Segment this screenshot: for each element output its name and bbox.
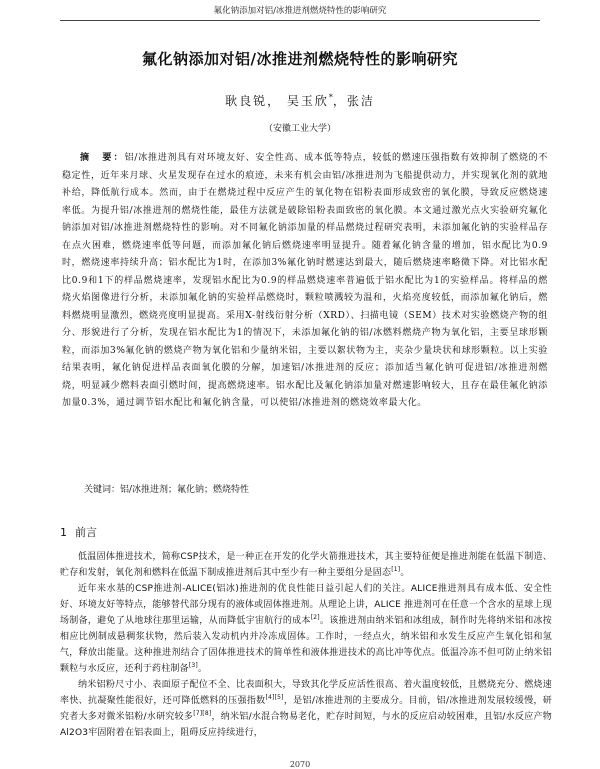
citation: [2] bbox=[310, 614, 320, 621]
abstract-text: 铝/冰推进剂具有对环境友好、安全性高、成本低等特点，较低的燃速压强指数有效抑制了燃烧的不稳定性，近年来月球、火星发现存在过水的痕迹，未来有机会由铝/冰推进剂为飞船提供动力，并实现氧化剂的就地补给，降低航行成本。然而，由于在燃烧过程中反应产生的氧化物在铝粉表面形成致密的氧化膜，导致反应燃烧速率低。为提升铝/冰推进剂的燃烧性能，最佳方法就是破除铝粉表面致密的氧化膜。本文通过激光点火实验研究氟化钠添加对铝/冰推进剂燃烧特性的影响。对不同氟化钠添加量的样品燃烧过程研究表明，未添加氟化钠的实验样品存在点火困难，燃烧速率低等问题，而添加氟化钠后燃烧速率明显提升。随着氟化钠含量的增加，铝水配比为0.9时，燃烧速率持续升高；铝水配比为1时，在添加3%氟化钠时燃速达到最大，随后燃烧速率略微下降。对比铝水配比0.9和1下的样品燃烧速率，发现铝水配比为0.9的样品燃烧速率普遍低于铝水配比为1的实验样品。将样品的燃烧火焰图像进行分析，未添加氟化钠的实验样品燃烧时，颗粒喷溅较为温和，火焰亮度较低，而添加氟化钠后，燃料燃烧明显激烈，燃烧亮度明显提高。采用X-射线衍射分析（XRD）、扫描电镜（SEM）技术对实验燃烧产物的组分、形貌进行了分析，发现在铝水配比为1的情况下，未添加氟化钠的铝/冰燃料燃烧产物为氧化铝，主要呈球形颗粒，而添加3%氟化钠的燃烧产物为氧化铝和少量纳米铝，主要以絮状物为主，夹杂少量块状和球形颗粒。以上实验结果表明，氟化钠促进样品表面氧化膜的分解，加速铝/冰推进剂的反应；添加适当氟化钠可促进铝/冰推进剂燃烧，明显减少燃料表面引燃时间，提高燃烧速率。铝水配比及氟化钠添加量对燃速影响较大，且存在最佳氟化钠添加量0.3%，通过调节铝水配比和氟化钠含量，可以使铝/冰推进剂的燃烧效率最大化。 bbox=[62, 153, 548, 408]
section-heading bbox=[60, 524, 97, 540]
citation: [1] bbox=[391, 566, 401, 573]
citation: [3] bbox=[188, 662, 198, 669]
section-title: 前言 bbox=[75, 526, 97, 539]
page-number: 2070 bbox=[289, 760, 311, 769]
abstract-label: 摘 要： bbox=[80, 153, 125, 163]
author-3: ，张洁 bbox=[332, 94, 375, 108]
keywords bbox=[84, 483, 550, 497]
paragraph-1: 低温固体推进技术，简称CSP技术，是一种正在开发的化学火箭推进技术，其主要特征便是推进剂能在低温下制造、贮存和发射，氧化剂和燃料在低温下制成推进剂后其中至少有一种主要组分是固态[1]。 bbox=[60, 552, 552, 578]
header-divider bbox=[60, 20, 540, 21]
section-number: 1 bbox=[60, 526, 67, 539]
body-text bbox=[60, 549, 552, 741]
paragraph-2: 近年来水基的CSP推进剂-ALICE(铝冰)推进剂的优良性能日益引起人们的关注。ALICE推进剂具有成本低、安全性好、环境友好等特点，能够替代部分现有的液体或固体推进剂。从理论上讲，ALICE 推进剂可在任意一个含水的星球上现场制备，避免了从地球往那里运输，从而降低宇宙航行的成本[2]。该推进剂由纳米铝和冰组成，制作时先将纳米铝和冰按相应比例制成悬稠浆状物，然后装入发动机内并冷冻成固体。工作时，一经点火，纳米铝和水发生反应产生氧化铝和氢气，释放出能量。这种推进剂结合了固体推进技术的简单性和液体推进技术的高比冲等优点。低温冷冻不但可防止纳米铝颗粒与水反应，还利于药柱制备[3]。 bbox=[60, 584, 552, 674]
author-1: 耿良锐， bbox=[225, 94, 282, 108]
paper-title: 氟化钠添加对铝/冰推进剂燃烧特性的影响研究 bbox=[142, 50, 458, 68]
paragraph-3: 纳米铝粉尺寸小、表面原子配位不全、比表面积大，导致其化学反应活性很高、着火温度较低，且燃烧充分、燃烧速率快、抗凝聚性能很好，还可降低燃料的压强指数[4][5]，是铝/冰推进剂的主要成分。目前，铝/冰推进剂发展较缓慢，研究者大多对微米铝粉/水研究较多[7][8]，纳米铝/水混合物易老化，贮存时间短，与水的反应启动较困难，且铝/水反应产物Al2O3牢固附着在铝表面上，阻碍反应持续进行， bbox=[60, 680, 552, 738]
citation: [4][5] bbox=[265, 694, 284, 701]
running-title: 氟化钠添加对铝/冰推进剂燃烧特性的影响研究 bbox=[213, 6, 387, 16]
author-2: 吴玉欣 bbox=[286, 94, 329, 108]
keywords-text: 铝/冰推进剂；氟化钠；燃烧特性 bbox=[120, 485, 250, 495]
corresponding-mark: * bbox=[328, 93, 333, 102]
author-line bbox=[0, 92, 600, 109]
abstract bbox=[62, 150, 548, 413]
keywords-label: 关键词： bbox=[84, 485, 121, 495]
affiliation: （安徽工业大学） bbox=[263, 124, 336, 134]
citation: [7][8] bbox=[193, 710, 212, 717]
